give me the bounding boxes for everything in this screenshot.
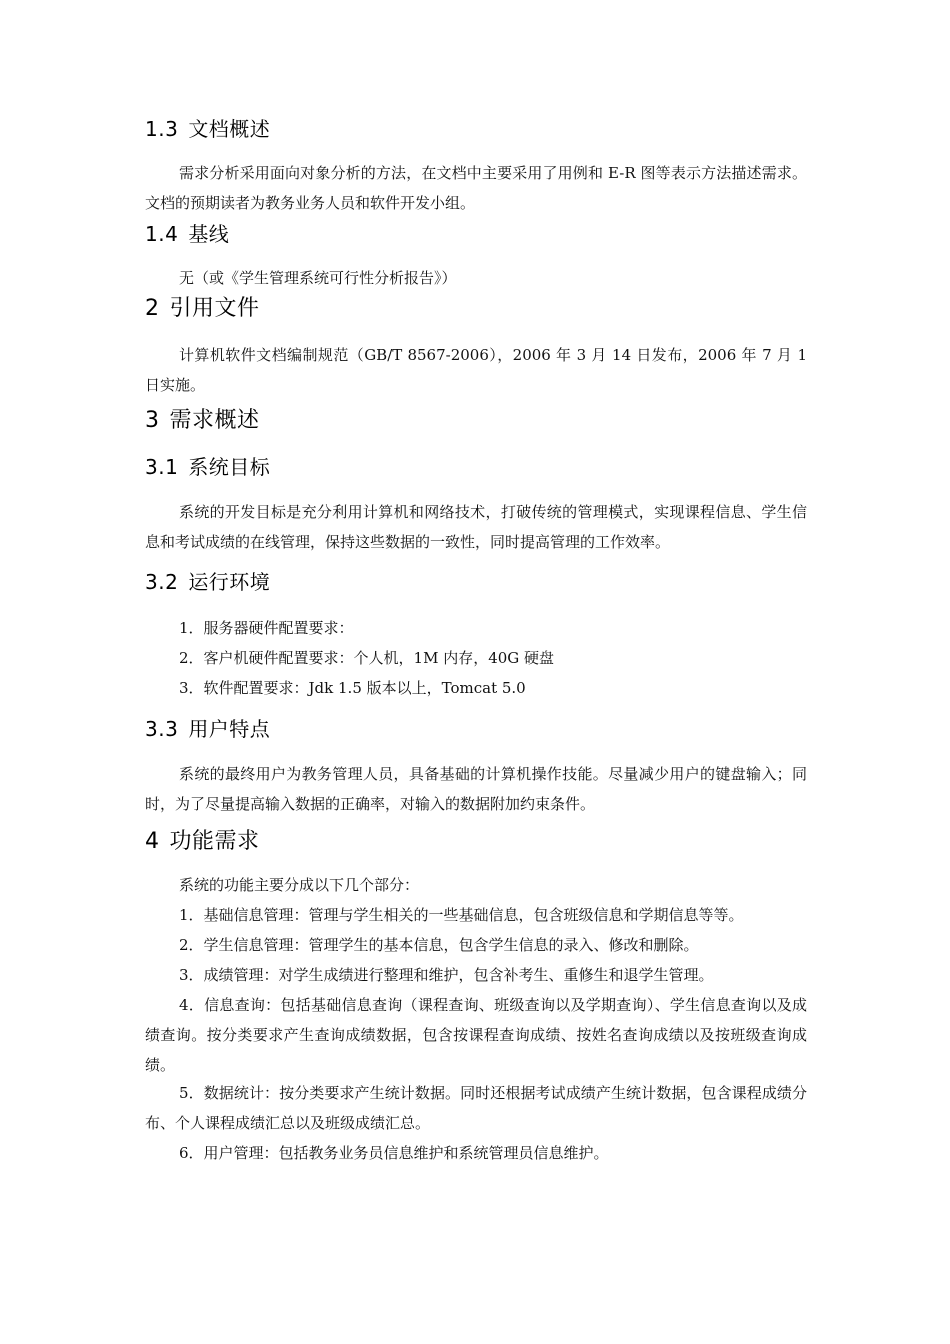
paragraph-1-4: 无（或《学生管理系统可行性分析报告》）	[179, 269, 457, 287]
list-item: 1．基础信息管理：管理与学生相关的一些基础信息，包含班级信息和学期信息等等。	[179, 906, 744, 924]
heading-2	[145, 296, 260, 322]
heading-number: 1.4	[145, 222, 179, 246]
heading-title: 需求概述	[169, 408, 260, 433]
paragraph-4-intro: 系统的功能主要分成以下几个部分：	[179, 876, 420, 894]
list-item: 2．学生信息管理：管理学生的基本信息，包含学生信息的录入、修改和删除。	[179, 936, 699, 954]
heading-title: 功能需求	[169, 829, 260, 854]
list-item: 3．软件配置要求：Jdk 1.5 版本以上，Tomcat 5.0	[179, 679, 526, 697]
heading-number: 3.2	[145, 570, 179, 594]
paragraph-3-3: 系统的最终用户为教务管理人员，具备基础的计算机操作技能。尽量减少用户的键盘输入；同时，为了尽量提高输入数据的正确率，对输入的数据附加约束条件。	[145, 765, 807, 813]
heading-number: 2	[145, 296, 160, 321]
list-item: 2．客户机硬件配置要求：个人机，1M 内存，40G 硬盘	[179, 649, 555, 667]
heading-1-4	[145, 222, 229, 246]
heading-3-1	[145, 455, 270, 479]
list-item: 4．信息查询：包括基础信息查询（课程查询、班级查询以及学期查询）、学生信息查询以及成绩查询。按分类要求产生查询成绩数据，包含按课程查询成绩、按姓名查询成绩以及按班级查询成绩。	[145, 996, 807, 1074]
heading-4	[145, 829, 260, 855]
paragraph-2: 计算机软件文档编制规范（GB/T 8567-2006），2006 年 3 月 14 日发布，2006 年 7 月 1 日实施。	[145, 346, 807, 394]
heading-3	[145, 408, 260, 434]
heading-title: 系统目标	[188, 455, 271, 479]
list-item: 5．数据统计：按分类要求产生统计数据。同时还根据考试成绩产生统计数据，包含课程成绩分布、个人课程成绩汇总以及班级成绩汇总。	[145, 1084, 807, 1132]
heading-title: 引用文件	[169, 296, 260, 321]
list-item: 1．服务器硬件配置要求：	[179, 619, 354, 637]
heading-number: 3	[145, 408, 160, 433]
heading-number: 4	[145, 829, 160, 854]
list-item: 6．用户管理：包括教务业务员信息维护和系统管理员信息维护。	[179, 1144, 609, 1162]
paragraph-1-3: 需求分析采用面向对象分析的方法，在文档中主要采用了用例和 E-R 图等表示方法描述需求。文档的预期读者为教务业务人员和软件开发小组。	[145, 164, 807, 212]
heading-number: 1.3	[145, 117, 179, 141]
heading-3-2	[145, 570, 270, 594]
heading-number: 3.1	[145, 455, 179, 479]
paragraph-3-1: 系统的开发目标是充分利用计算机和网络技术，打破传统的管理模式，实现课程信息、学生信息和考试成绩的在线管理，保持这些数据的一致性，同时提高管理的工作效率。	[145, 503, 807, 551]
heading-title: 基线	[188, 222, 230, 246]
heading-title: 运行环境	[188, 570, 271, 594]
list-item: 3．成绩管理：对学生成绩进行整理和维护，包含补考生、重修生和退学生管理。	[179, 966, 714, 984]
heading-number: 3.3	[145, 717, 179, 741]
heading-title: 文档概述	[188, 117, 271, 141]
heading-title: 用户特点	[188, 717, 271, 741]
heading-1-3	[145, 117, 270, 141]
heading-3-3	[145, 717, 270, 741]
